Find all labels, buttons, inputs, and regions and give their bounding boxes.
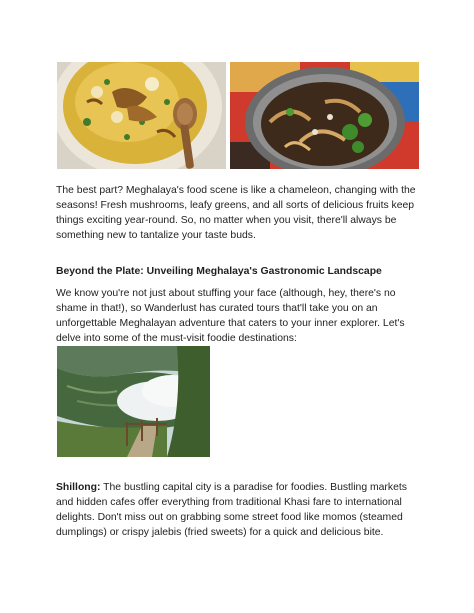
destination-label: Shillong: — [56, 482, 101, 493]
curry-bowl-photo — [57, 62, 226, 169]
curated-tours-paragraph: We know you're not just about stuffing your face (although, hey, there's no shame in that!), so Wanderlust has curated tours that'll take you on an unforgettable Meghalayan adventure that caters to your inner explorer. Let's delve into some of the must-visit foodie destinations: — [56, 288, 405, 344]
greens-pot-photo — [230, 62, 419, 169]
misty-valley-photo — [57, 346, 210, 457]
seasonal-food-paragraph: The best part? Meghalaya's food scene is like a chameleon, changing with the seasons! Fresh mushrooms, leafy greens, and all sorts of delicious fruits keep things exciting year-round. So, no matter when you visit, there'll always be something new to tantalize your taste buds. — [56, 185, 416, 241]
shillong-paragraph — [56, 480, 422, 540]
destination-text: The bustling capital city is a paradise for foodies. Bustling markets and hidden cafes offer everything from traditional Khasi fare to international delights. Don't miss out on grabbing some street food like momos (steamed dumplings) or crispy jalebis (fried sweets) for a quick and delicious bite. — [56, 482, 407, 538]
section-heading: Beyond the Plate: Unveiling Meghalaya's Gastronomic Landscape — [56, 266, 382, 277]
